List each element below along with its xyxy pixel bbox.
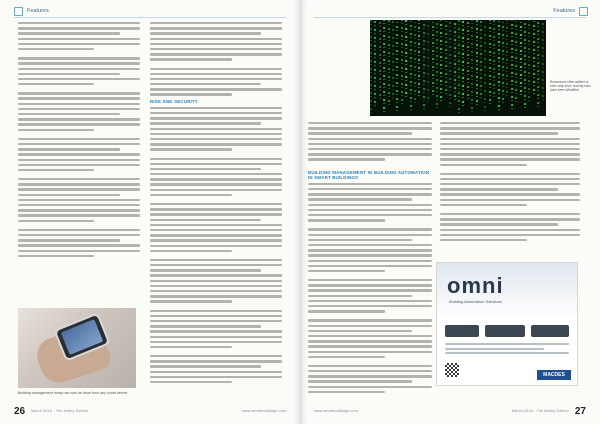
code-streak bbox=[445, 20, 447, 97]
code-streak bbox=[542, 20, 544, 103]
section-box-icon bbox=[579, 7, 588, 16]
code-streak bbox=[418, 20, 420, 99]
right-footer-website: www.smartbuildings.com bbox=[314, 409, 358, 413]
code-streak bbox=[528, 20, 530, 104]
omni-advertisement bbox=[436, 262, 578, 386]
code-streak bbox=[489, 20, 491, 107]
code-streak bbox=[396, 20, 398, 114]
code-streak bbox=[502, 20, 504, 106]
left-photo-caption: Building management today can now be done from any smart device bbox=[18, 391, 128, 395]
code-streak bbox=[498, 20, 500, 113]
code-streak bbox=[388, 20, 390, 108]
code-streak bbox=[427, 20, 429, 105]
code-streak bbox=[467, 20, 469, 102]
code-streak bbox=[392, 20, 394, 101]
ad-brand-logo: MACDES bbox=[537, 370, 571, 380]
right-page-number: 27 bbox=[574, 405, 586, 417]
code-streak bbox=[506, 20, 508, 99]
code-streak bbox=[476, 20, 478, 108]
code-streak bbox=[520, 20, 522, 98]
smartphone-photo bbox=[18, 308, 136, 388]
right-photo-caption: Businesses often adhere to rules only once security risks have been identified bbox=[550, 80, 591, 93]
left-body-column-2 bbox=[150, 22, 282, 386]
code-streak bbox=[440, 20, 442, 104]
left-footer-website: www.smartbuildings.com bbox=[242, 409, 286, 413]
right-footer-issue: March 2018 · The Ashby Edition bbox=[511, 409, 569, 413]
code-streak bbox=[374, 20, 376, 109]
qr-code-icon bbox=[445, 363, 459, 377]
code-streak bbox=[511, 20, 513, 112]
code-streak bbox=[383, 20, 385, 115]
ad-tagline: Building Automation Solutions bbox=[449, 299, 502, 304]
left-footer-issue: March 2018 · The Ashby Edition bbox=[31, 409, 89, 413]
code-streak bbox=[480, 20, 482, 101]
right-body-column-1 bbox=[308, 122, 432, 396]
right-footer bbox=[314, 404, 586, 418]
code-streak bbox=[432, 20, 434, 98]
code-streak bbox=[379, 20, 381, 102]
code-streak bbox=[462, 20, 464, 109]
code-streak bbox=[484, 20, 486, 114]
code-streak bbox=[458, 20, 460, 116]
code-streak bbox=[414, 20, 416, 106]
right-section-header bbox=[553, 5, 588, 17]
code-streak bbox=[405, 20, 407, 100]
left-subhead: RISK AND SECURITY bbox=[150, 98, 198, 104]
code-streak bbox=[471, 20, 473, 115]
left-section-label: Features bbox=[27, 8, 49, 14]
right-subhead: BUILDING MANAGEMENT IN BUILDING AUTOMATION IN SMART BUILDINGS bbox=[308, 169, 430, 180]
right-header-rule bbox=[314, 17, 586, 18]
left-footer bbox=[14, 404, 286, 418]
ad-body-text bbox=[445, 343, 569, 357]
code-streak bbox=[410, 20, 412, 113]
left-header-rule bbox=[14, 17, 286, 18]
ad-logo: omni bbox=[447, 273, 504, 298]
left-page-number: 26 bbox=[14, 405, 26, 417]
left-section-header bbox=[14, 5, 49, 17]
left-body-column-1 bbox=[18, 22, 140, 260]
code-streak bbox=[370, 20, 372, 116]
code-streak bbox=[401, 20, 403, 107]
code-streak bbox=[493, 20, 495, 100]
code-streak bbox=[436, 20, 438, 111]
binary-code-photo bbox=[370, 20, 546, 116]
code-streak bbox=[454, 20, 456, 103]
ad-device-3 bbox=[531, 325, 569, 337]
section-box-icon bbox=[14, 7, 23, 16]
right-section-label: Features bbox=[553, 8, 575, 14]
code-streak bbox=[449, 20, 451, 110]
code-streak bbox=[423, 20, 425, 112]
code-streak bbox=[515, 20, 517, 105]
code-streak bbox=[537, 20, 539, 110]
code-streak bbox=[524, 20, 526, 111]
code-streak bbox=[533, 20, 535, 97]
ad-device-2 bbox=[485, 325, 525, 337]
right-body-column-2 bbox=[440, 122, 580, 244]
ad-device-1 bbox=[445, 325, 479, 337]
